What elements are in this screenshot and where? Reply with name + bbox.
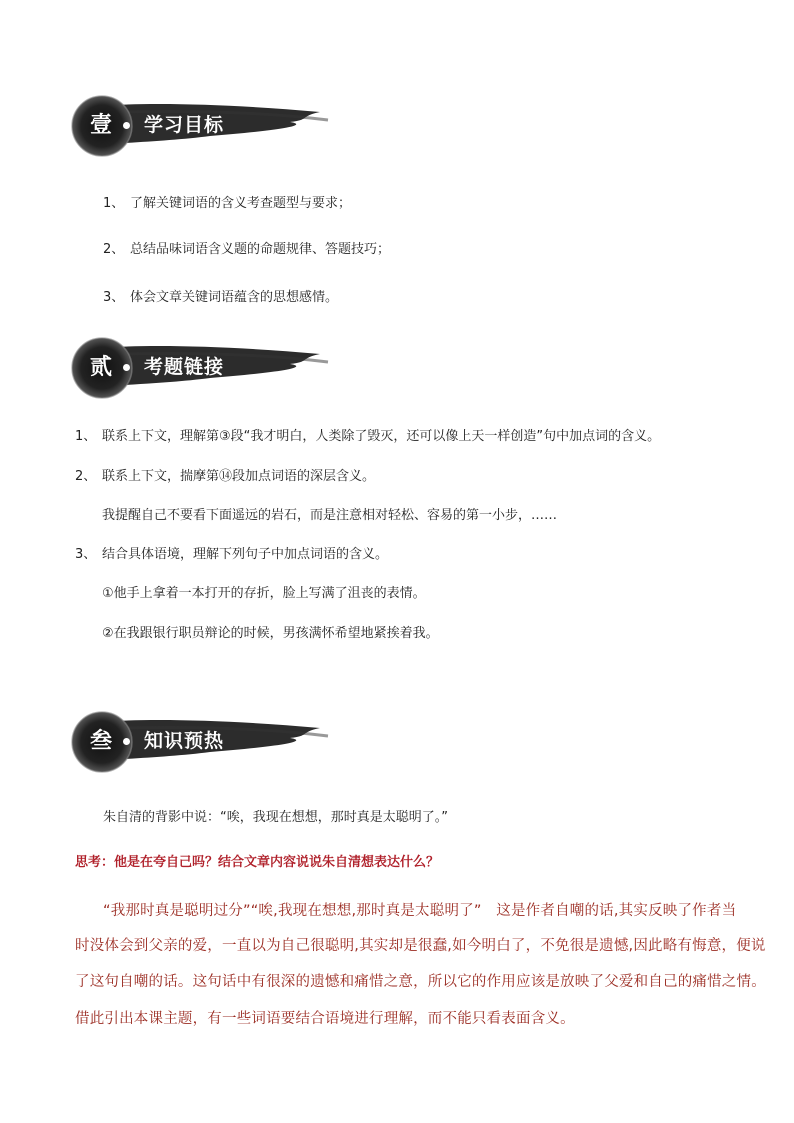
separator-dot bbox=[123, 122, 130, 129]
section-header-preheat bbox=[60, 708, 330, 778]
question-item: 3、 结合具体语境，理解下列句子中加点词语的含义。 bbox=[75, 547, 389, 562]
separator-dot bbox=[123, 738, 130, 745]
question-item: 2、 联系上下文，揣摩第⑭段加点词语的深层含义。 bbox=[75, 469, 376, 484]
section-header-exam-links bbox=[60, 334, 330, 404]
section-number: 叁 bbox=[90, 728, 113, 754]
answer-line: 时没体会到父亲的爱，一直以为自己很聪明,其实却是很蠢,如今明白了，不免很是遗憾,因此略有悔意，便说 bbox=[75, 938, 766, 954]
question-subitem: ①他手上拿着一本打开的存折，脸上写满了沮丧的表情。 bbox=[102, 586, 426, 601]
goal-item: 3、 体会文章关键词语蕴含的思想感情。 bbox=[103, 290, 339, 305]
section-title: 学习目标 bbox=[144, 114, 225, 136]
question-item: 1、 联系上下文，理解第③段“我才明白，人类除了毁灭，还可以像上天一样创造”句中加点词的含义。 bbox=[75, 429, 661, 444]
section-number: 壹 bbox=[90, 112, 113, 138]
section-header-goals bbox=[60, 92, 330, 162]
section-title: 知识预热 bbox=[144, 730, 225, 752]
section-title: 考题链接 bbox=[144, 356, 225, 378]
preheat-quote: 朱自清的背影中说：“唉，我现在想想，那时真是太聪明了。” bbox=[103, 810, 448, 825]
goal-item: 2、 总结品味词语含义题的命题规律、答题技巧； bbox=[103, 242, 391, 257]
separator-dot bbox=[123, 364, 130, 371]
goal-item: 1、 了解关键词语的含义考查题型与要求； bbox=[103, 196, 352, 211]
answer-line: 借此引出本课主题，有一些词语要结合语境进行理解，而不能只看表面含义。 bbox=[75, 1011, 575, 1027]
question-subitem: ②在我跟银行职员辩论的时候，男孩满怀希望地紧挨着我。 bbox=[102, 626, 439, 641]
answer-line: 了这句自嘲的话。这句话中有很深的遗憾和痛惜之意，所以它的作用应该是放映了父爱和自己的痛惜之情。 bbox=[75, 974, 766, 990]
think-question: 思考：他是在夸自己吗？结合文章内容说说朱自清想表达什么？ bbox=[75, 855, 440, 870]
question-quote: 我提醒自己不要看下面遥远的岩石，而是注意相对轻松、容易的第一小步，…… bbox=[102, 508, 558, 523]
answer-line: “我那时真是聪明过分”“唉,我现在想想,那时真是太聪明了” 这是作者自嘲的话,其实反映了作者当 bbox=[103, 903, 737, 919]
section-number: 贰 bbox=[90, 354, 113, 380]
